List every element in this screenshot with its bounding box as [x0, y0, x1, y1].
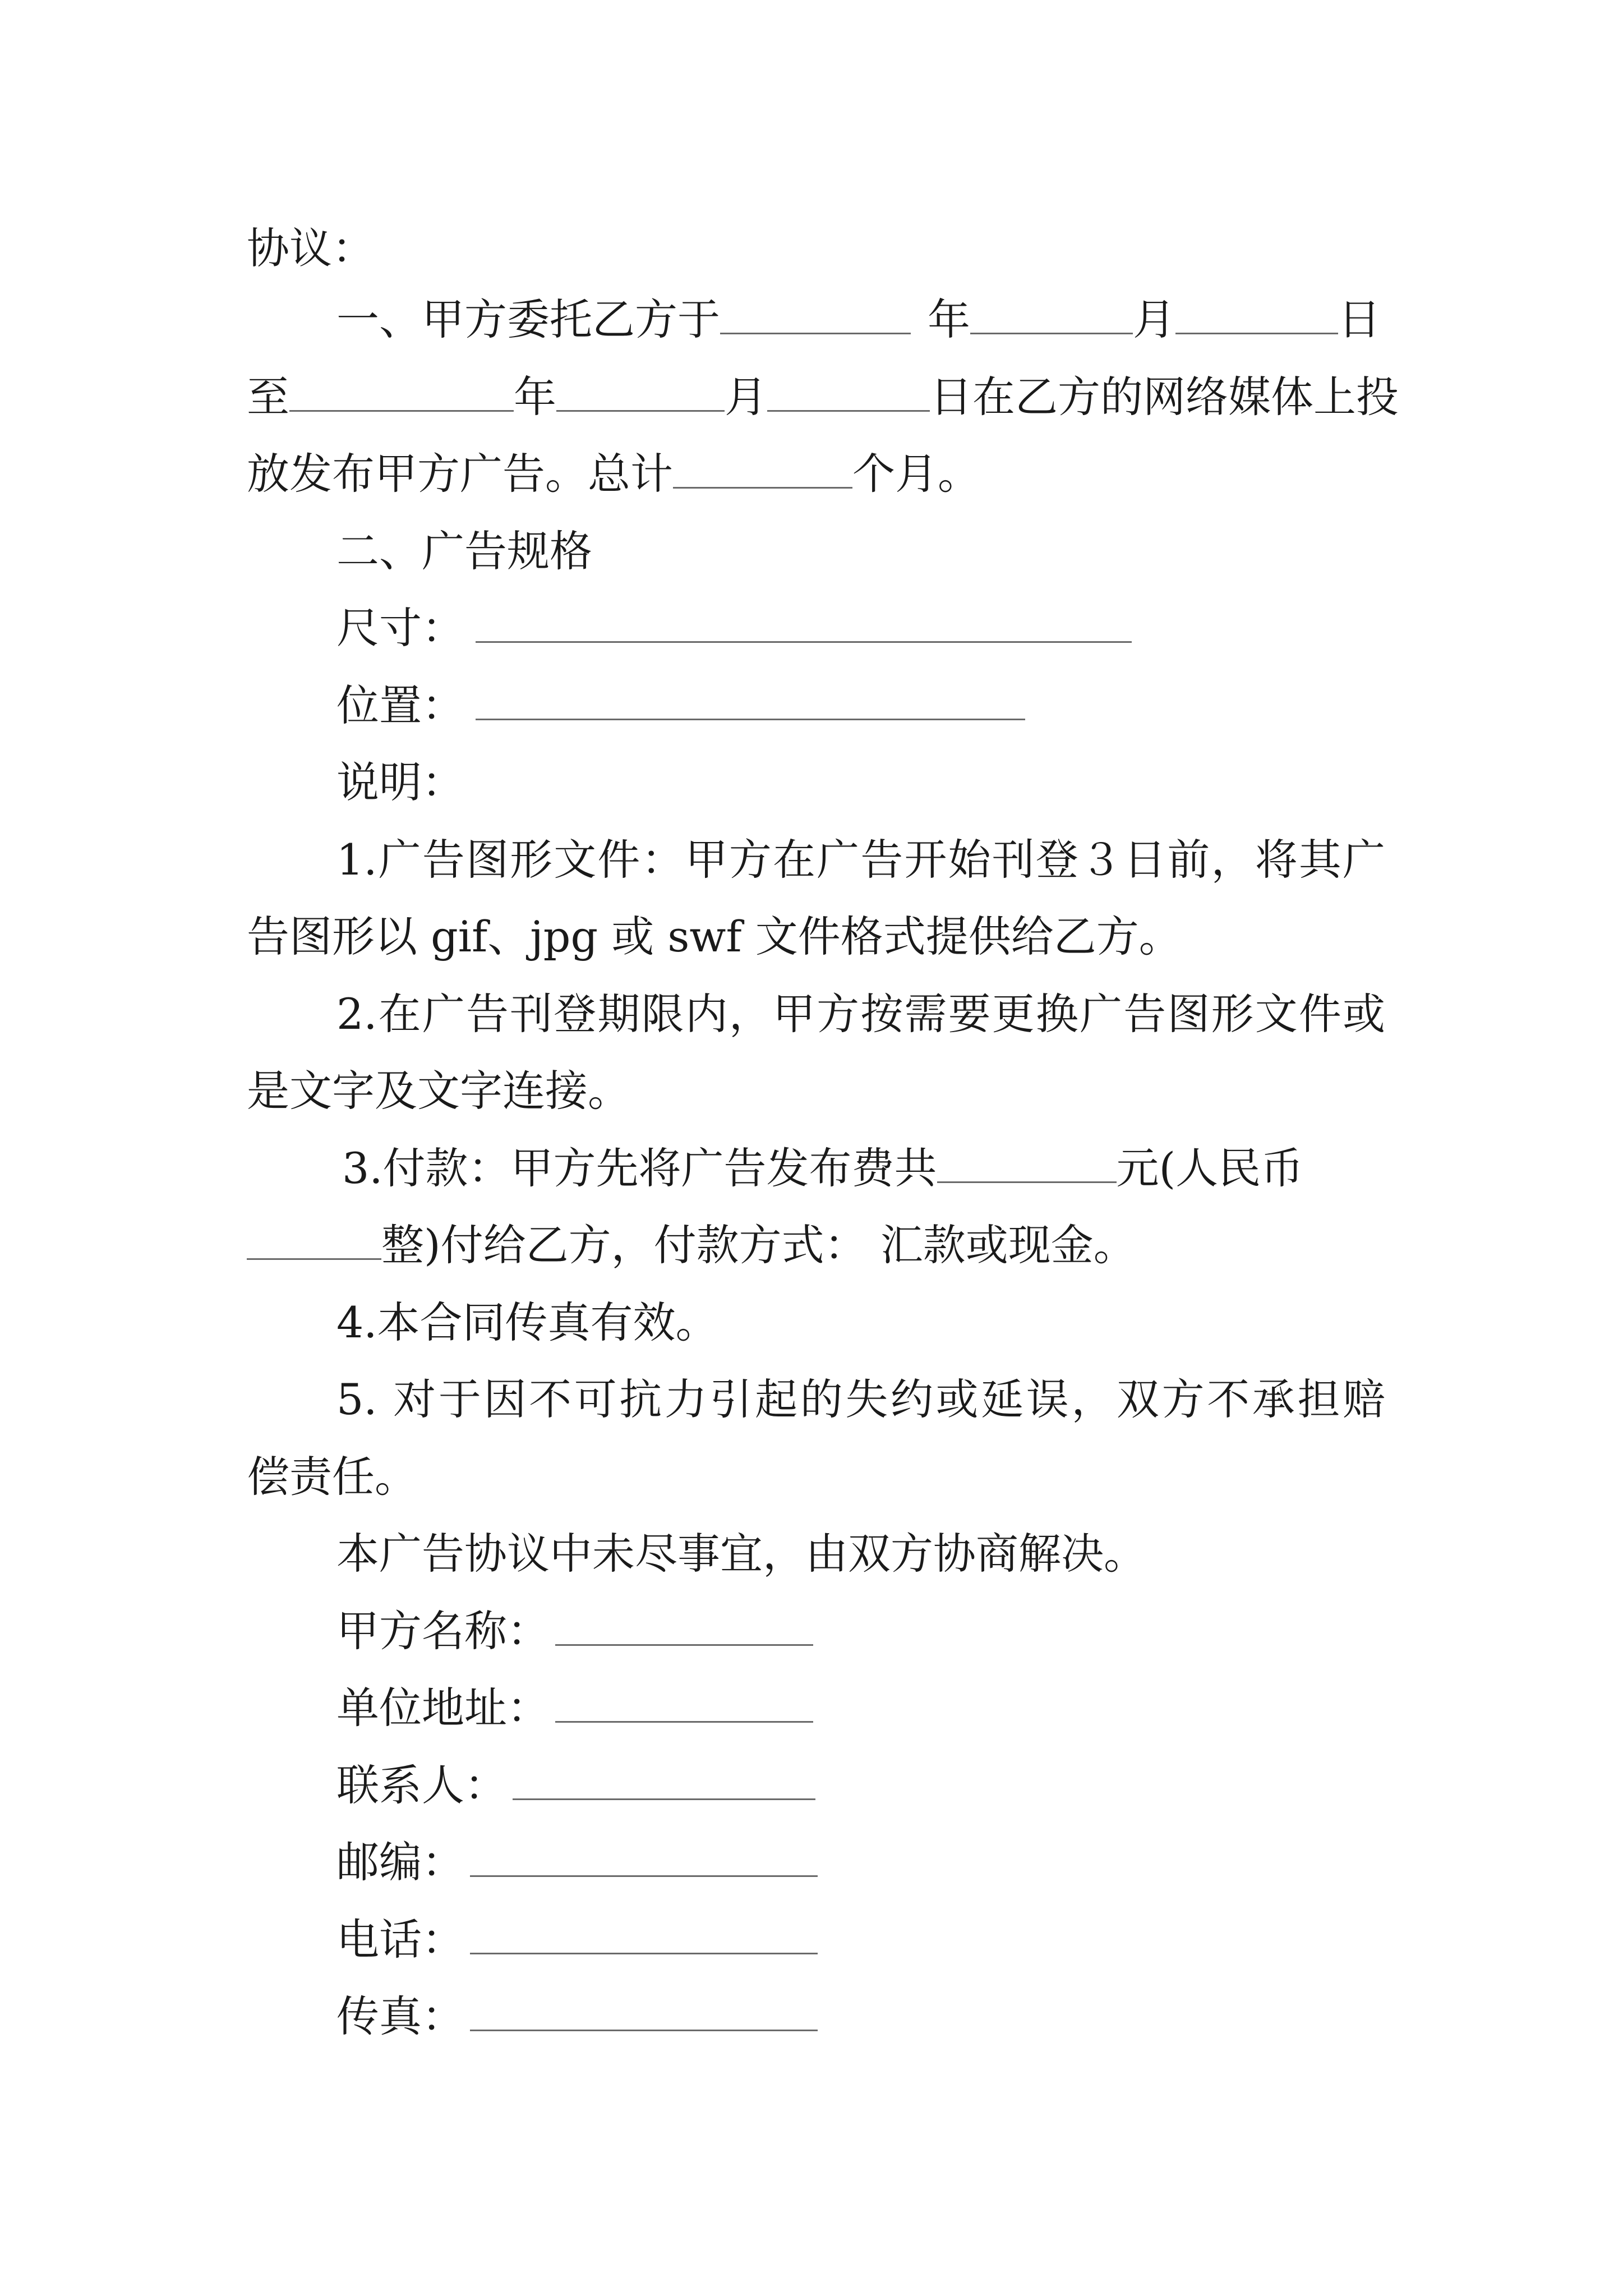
clause1-line1: 一、甲方委托乙方于 年 月 日 [336, 295, 1381, 344]
note1-line1: 1.广告图形文件：甲方在广告开始刊登３日前，将其广 [336, 835, 1385, 885]
contact-field[interactable] [513, 1760, 815, 1800]
position-row: 位置： [336, 679, 1025, 733]
note1-line2: 告图形以 gif、jpg 或 swf 文件格式提供给乙方。 [247, 912, 1182, 961]
clause1-line3: 放发布甲方广告。总计 个月。 [247, 449, 980, 499]
start-year-blank[interactable] [720, 295, 911, 334]
closing-statement: 本广告协议中未尽事宜，由双方协商解决。 [336, 1529, 1146, 1579]
size-row: 尺寸： [336, 601, 1132, 655]
end-month-blank[interactable] [556, 372, 725, 412]
note5-line2: 偿责任。 [247, 1452, 417, 1502]
end-day-blank[interactable] [767, 372, 930, 412]
fee-amount-blank[interactable] [937, 1143, 1117, 1183]
start-month-blank[interactable] [970, 295, 1133, 334]
note2-line1: 2.在广告刊登期限内，甲方按需要更换广告图形文件或 [336, 989, 1385, 1039]
fax-row: 传真： [336, 1990, 818, 2044]
address-field[interactable] [555, 1683, 813, 1723]
phone-field[interactable] [470, 1915, 818, 1954]
note4: 4.本合同传真有效。 [336, 1297, 718, 1347]
end-year-blank[interactable] [289, 372, 514, 412]
phone-row: 电话： [336, 1913, 818, 1967]
agreement-label: 协议： [247, 223, 375, 273]
postcode-field[interactable] [470, 1837, 818, 1877]
contact-row: 联系人： [336, 1759, 815, 1812]
size-field[interactable] [476, 603, 1132, 643]
note5-line1: 5. 对于因不可抗力引起的失约或延误，双方不承担赔 [336, 1374, 1385, 1424]
position-field[interactable] [476, 680, 1025, 720]
start-day-blank[interactable] [1175, 295, 1338, 334]
note3-line2: 整)付给乙方，付款方式： 汇款或现金。 [247, 1218, 1136, 1272]
fax-field[interactable] [470, 1991, 818, 2031]
clause1-line2: 至 年 月 日在乙方的网络媒体上投 [247, 372, 1399, 422]
note2-line2: 是文字及文字连接。 [247, 1066, 630, 1116]
total-months-blank[interactable] [673, 449, 852, 489]
party-name-field[interactable] [555, 1606, 813, 1646]
address-row: 单位地址： [336, 1681, 813, 1735]
postcode-row: 邮编： [336, 1835, 818, 1889]
note3-line1: 3.付款：甲方先将广告发布费共 元(人民币 [342, 1143, 1304, 1193]
notes-label: 说明： [336, 757, 464, 807]
clause2-heading: 二、广告规格 [336, 526, 592, 576]
fee-rmb-blank[interactable] [247, 1220, 381, 1260]
party-name-row: 甲方名称： [336, 1604, 813, 1658]
